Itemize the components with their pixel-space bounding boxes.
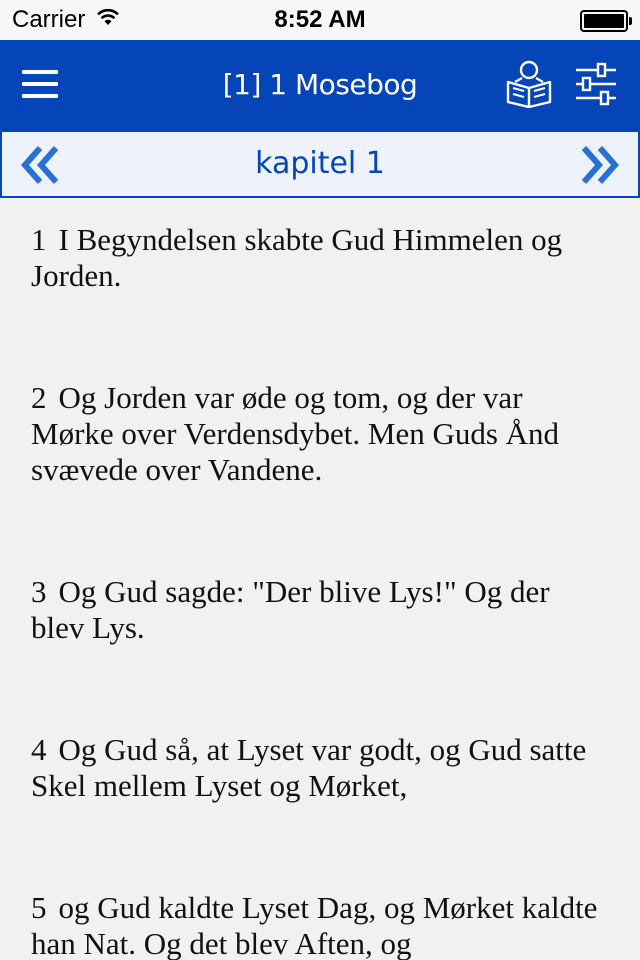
verse-5[interactable] bbox=[31, 890, 610, 960]
verse-text: Og Jorden var øde og tom, og der var Mørke over Verdensdybet. Men Guds Ånd svævede over Vandene. bbox=[31, 380, 560, 487]
sliders-icon bbox=[574, 62, 618, 106]
verse-number: 5 bbox=[31, 890, 47, 925]
reader-book-icon bbox=[504, 58, 554, 108]
verse-1[interactable] bbox=[31, 222, 610, 294]
verse-text: og Gud kaldte Lyset Dag, og Mørket kaldte han Nat. Og det blev Aften, og bbox=[31, 890, 598, 960]
verse-4[interactable] bbox=[31, 732, 610, 804]
verse-text: Og Gud så, at Lyset var godt, og Gud satte Skel mellem Lyset og Mørket, bbox=[31, 732, 587, 803]
verse-number: 3 bbox=[31, 574, 47, 609]
next-chapter-button[interactable] bbox=[576, 144, 620, 186]
verse-3[interactable] bbox=[31, 574, 610, 646]
navigation-bar bbox=[0, 40, 640, 130]
chapter-bar bbox=[0, 130, 640, 198]
status-bar bbox=[0, 0, 640, 40]
verse-text: Og Gud sagde: "Der blive Lys!" Og der blev Lys. bbox=[31, 574, 550, 645]
verse-number: 1 bbox=[31, 222, 47, 257]
double-chevron-right-icon bbox=[576, 144, 620, 186]
verse-2[interactable] bbox=[31, 380, 610, 488]
reader-button[interactable] bbox=[504, 58, 554, 108]
verse-number: 2 bbox=[31, 380, 47, 415]
settings-button[interactable] bbox=[574, 62, 618, 106]
chapter-title[interactable]: kapitel 1 bbox=[255, 146, 385, 181]
status-time: 8:52 AM bbox=[274, 6, 366, 33]
verse-number: 4 bbox=[31, 732, 47, 767]
carrier-label: Carrier bbox=[12, 6, 86, 33]
verse-list[interactable] bbox=[0, 198, 640, 960]
battery-icon bbox=[580, 10, 628, 32]
verse-text: I Begyndelsen skabte Gud Himmelen og Jorden. bbox=[31, 222, 563, 293]
book-title[interactable]: [1] 1 Mosebog bbox=[222, 68, 418, 101]
